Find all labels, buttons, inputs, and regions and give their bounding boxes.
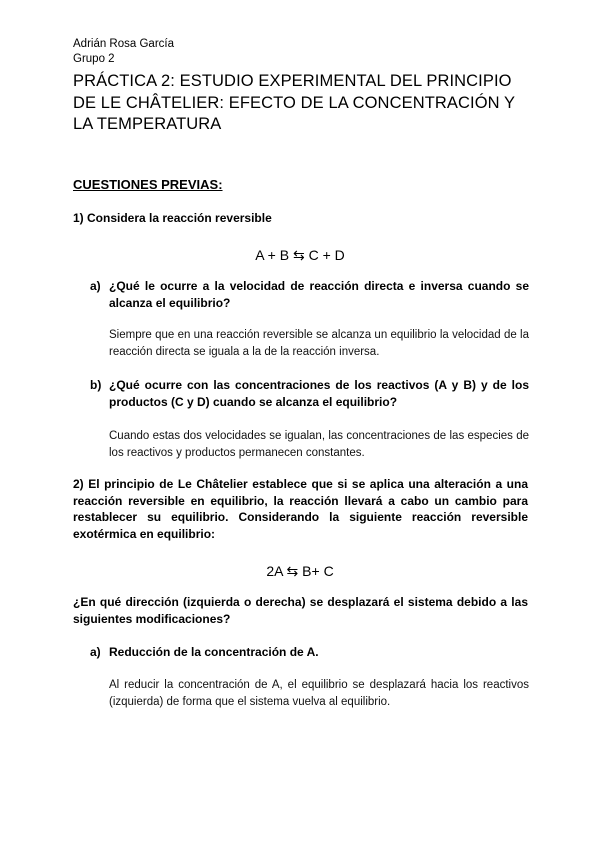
page-title: PRÁCTICA 2: ESTUDIO EXPERIMENTAL DEL PRINCIPIO DE LE CHÂTELIER: EFECTO DE LA CONCENTRACIÓN Y LA TEMPERATURA	[73, 72, 515, 133]
answer-1b: Cuando estas dos velocidades se igualan, las concentraciones de las especies de los reactivos y productos permanecen constantes.	[109, 430, 529, 459]
author-name: Adrián Rosa García	[73, 38, 174, 50]
answer-2a: Al reducir la concentración de A, el equilibrio se desplazará hacia los reactivos (izquierda) de forma que el sistema vuelva al equilibrio.	[109, 679, 529, 708]
section-title: CUESTIONES PREVIAS:	[73, 177, 223, 192]
question-2: 2) El principio de Le Châtelier establece que si se aplica una alteración a una reacción reversible en equilibrio, la reacción llevará a cabo un cambio para restablecer su equilibrio. Considerando la siguiente reacción reversible exotérmica en equilibrio:	[73, 477, 528, 541]
equation-1: A + B ⇆ C + D	[255, 247, 345, 263]
question-1a-label: a)	[90, 279, 101, 293]
equation-2: 2A ⇆ B+ C	[266, 563, 334, 579]
question-2a: Reducción de la concentración de A.	[109, 645, 319, 659]
question-1a: ¿Qué le ocurre a la velocidad de reacción directa e inversa cuando se alcanza el equilibrio?	[109, 279, 529, 310]
question-1b: ¿Qué ocurre con las concentraciones de los reactivos (A y B) y de los productos (C y D) cuando se alcanza el equilibrio?	[109, 378, 529, 409]
group-label: Grupo 2	[73, 53, 115, 65]
answer-1a: Siempre que en una reacción reversible se alcanza un equilibrio la velocidad de la reacción directa se iguala a la de la reacción inversa.	[109, 329, 529, 358]
question-2a-label: a)	[90, 645, 101, 659]
question-1b-label: b)	[90, 378, 102, 392]
question-1: 1) Considera la reacción reversible	[73, 211, 272, 225]
question-2-prompt: ¿En qué dirección (izquierda o derecha) se desplazará el sistema debido a las siguientes modificaciones?	[73, 595, 528, 626]
